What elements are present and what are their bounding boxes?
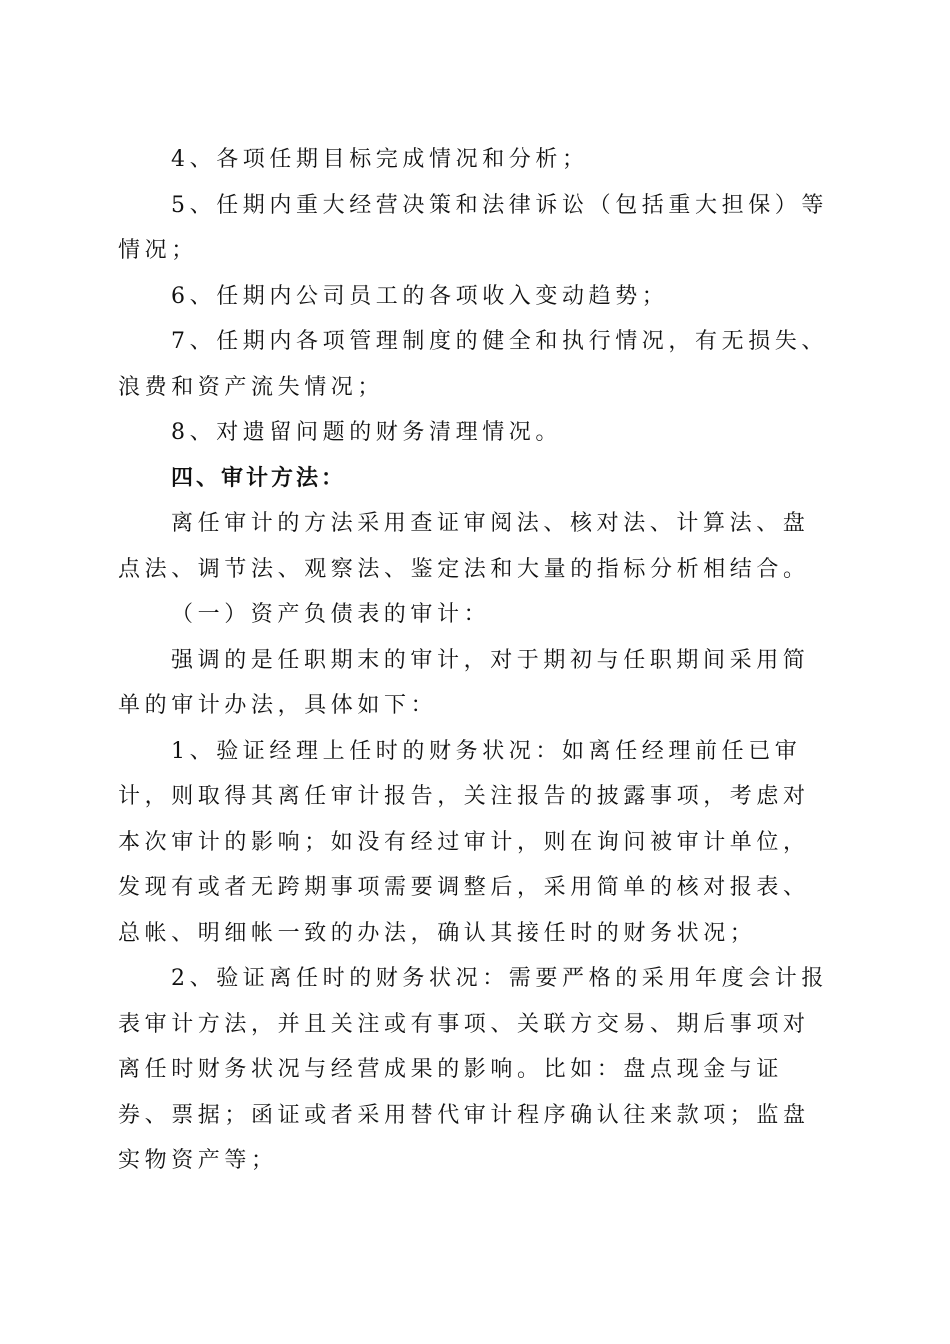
paragraph-item-6: 6、任期内公司员工的各项收入变动趋势； <box>171 283 669 309</box>
subsection-intro-paragraph: 强调的是任职期末的审计，对于期初与任职期间采用简单的审计办法，具体如下： <box>118 647 810 718</box>
point-2-paragraph: 2、验证离任时的财务状况：需要严格的采用年度会计报表审计方法，并且关注或有事项、关联方交易、期后事项对离任时财务状况与经营成果的影响。比如：盘点现金与证券、票据；函证或者采用替代审计程序确认往来款项；监盘实物资产等； <box>118 966 828 1173</box>
document-page <box>118 137 833 1184</box>
point-1-paragraph: 1、验证经理上任时的财务状况：如离任经理前任已审计，则取得其离任审计报告，关注报告的披露事项，考虑对本次审计的影响；如没有经过审计，则在询问被审计单位，发现有或者无跨期事项需要调整后，采用简单的核对报表、总帐、明细帐一致的办法，确认其接任时的财务状况； <box>118 738 810 946</box>
subsection-heading: （一）资产负债表的审计： <box>171 602 491 627</box>
section-heading: 四、审计方法： <box>171 465 347 491</box>
method-intro-paragraph: 离任审计的方法采用查证审阅法、核对法、计算法、盘点法、调节法、观察法、鉴定法和大量的指标分析相结合。 <box>118 511 810 582</box>
paragraph-item-5: 5、任期内重大经营决策和法律诉讼（包括重大担保）等情况； <box>118 192 828 263</box>
paragraph-item-4: 4、各项任期目标完成情况和分析； <box>171 147 589 172</box>
paragraph-item-8: 8、对遗留问题的财务清理情况。 <box>171 420 562 445</box>
paragraph-item-7: 7、任期内各项管理制度的健全和执行情况，有无损失、浪费和资产流失情况； <box>118 329 828 400</box>
